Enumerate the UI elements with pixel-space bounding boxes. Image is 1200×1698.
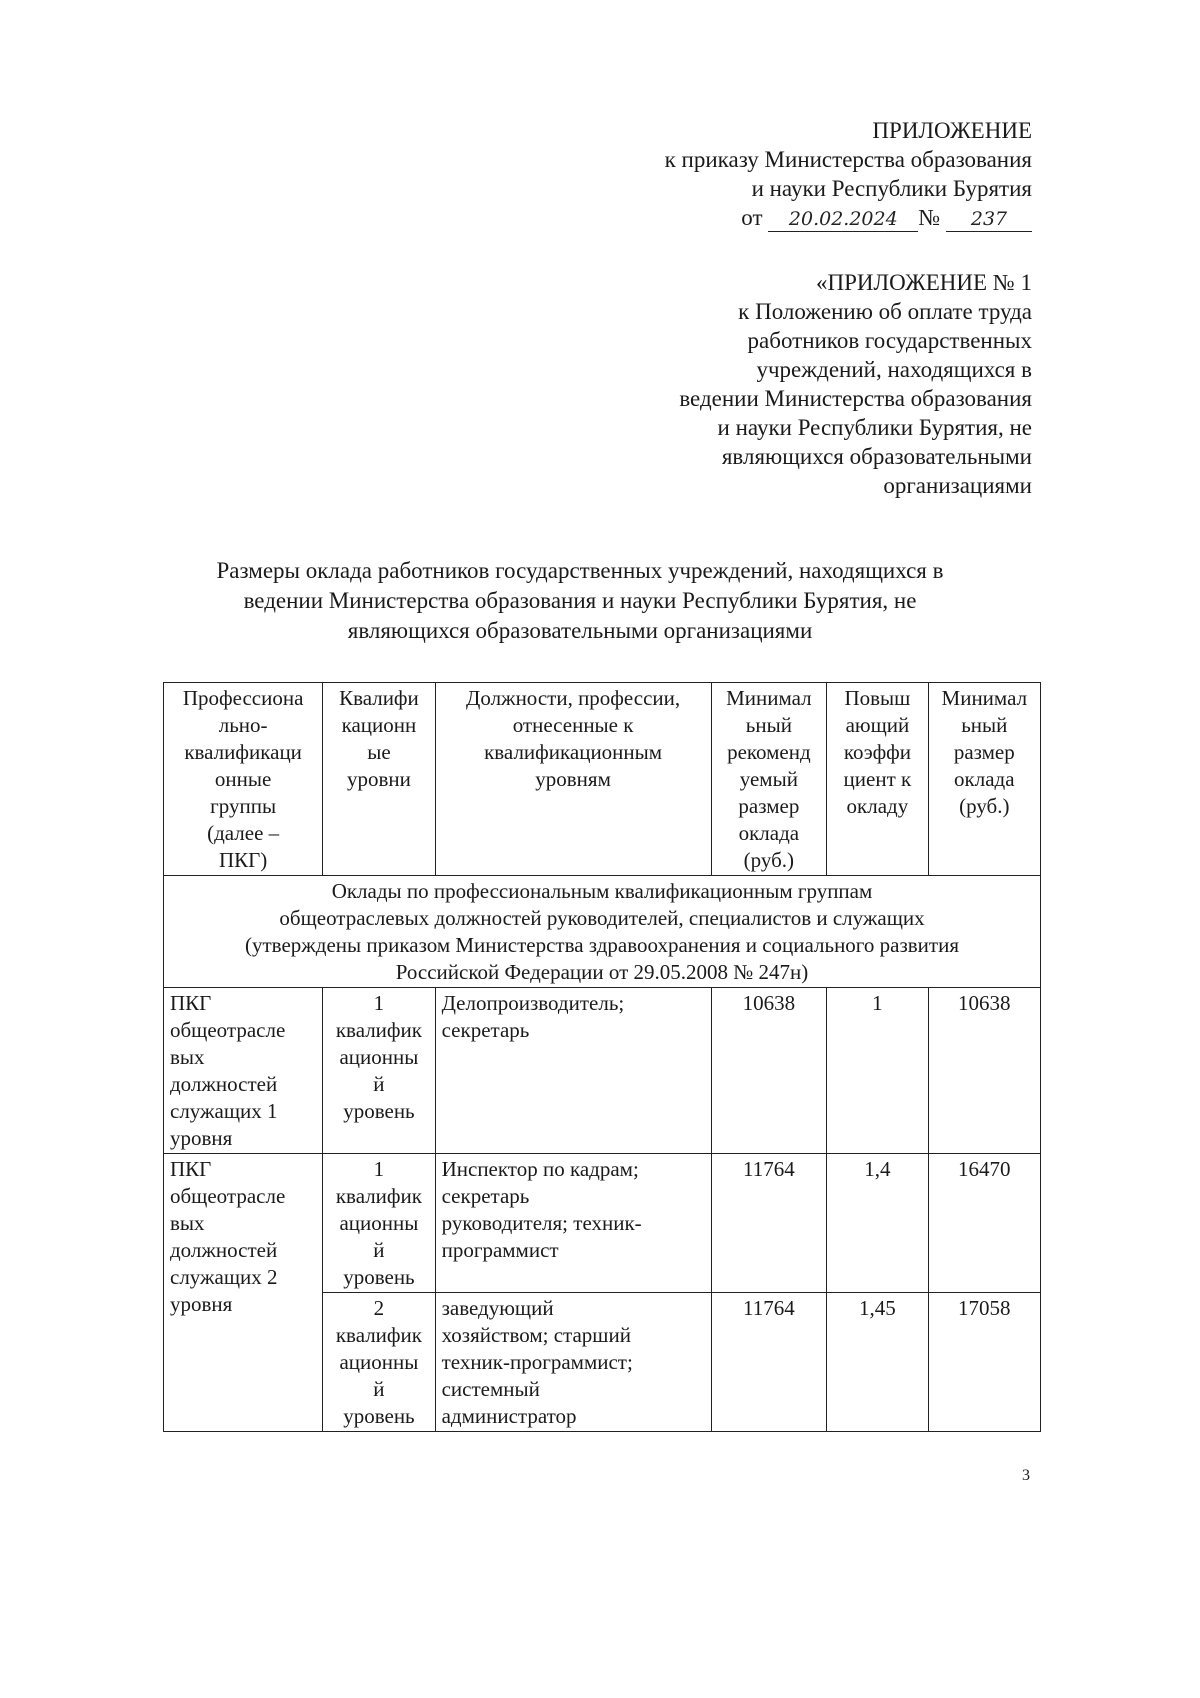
header-coefficient-line: окладу xyxy=(846,794,909,818)
header-group-line: квалификаци xyxy=(184,740,302,764)
positions-line: Инспектор по кадрам; xyxy=(441,1157,639,1181)
group-name-line: вых xyxy=(170,1045,205,1069)
header-group-line: льно- xyxy=(218,713,268,737)
section-heading-line: Российской Федерации от 29.05.2008 № 247н) xyxy=(395,960,809,984)
page-number: 3 xyxy=(1022,1467,1030,1484)
number-sign: № xyxy=(918,205,941,230)
positions-line: администратор xyxy=(441,1404,577,1428)
level-line: 2 xyxy=(373,1296,385,1320)
positions-cell xyxy=(435,988,711,1154)
document-title xyxy=(150,556,1010,646)
group-name-line: ПКГ xyxy=(170,1157,212,1181)
coefficient-cell: 1,45 xyxy=(827,1293,928,1432)
header-min-recommended-line: Минимал xyxy=(726,686,812,710)
header-group-line: ПКГ) xyxy=(218,848,268,872)
level-line: уровень xyxy=(343,1099,415,1123)
positions-cell xyxy=(435,1154,711,1293)
group-name-line: ПКГ xyxy=(170,991,212,1015)
title-line: являющихся образовательными организациями xyxy=(347,618,813,643)
order-date-line xyxy=(472,203,1032,232)
regulation-header-line: ведении Министерства образования xyxy=(679,386,1032,411)
min-salary-cell: 17058 xyxy=(928,1293,1040,1432)
table-row xyxy=(164,988,1041,1154)
level-line: уровень xyxy=(343,1404,415,1428)
title-line: ведении Министерства образования и науки Республики Бурятия, не xyxy=(243,588,917,613)
group-name-line: общеотрасле xyxy=(170,1184,286,1208)
level-line: ационны xyxy=(339,1045,419,1069)
min-recommended-cell: 10638 xyxy=(711,988,827,1154)
group-name-line: должностей xyxy=(170,1072,278,1096)
positions-cell xyxy=(435,1293,711,1432)
level-line: 1 xyxy=(373,1157,385,1181)
group-name-line: служащих 2 xyxy=(170,1265,278,1289)
positions-line: секретарь xyxy=(441,1184,530,1208)
regulation-header-line: работников государственных xyxy=(747,328,1032,353)
header-group-line: (далее – xyxy=(207,821,280,845)
section-heading-line: Оклады по профессиональным квалификационным группам xyxy=(331,879,873,903)
handwritten-number: 237 xyxy=(946,207,1032,232)
table-row xyxy=(164,1154,1041,1293)
level-line: квалифик xyxy=(335,1184,422,1208)
header-level-line: Квалифи xyxy=(339,686,419,710)
regulation-header-line: и науки Республики Бурятия, не xyxy=(717,415,1032,440)
header-min-salary-line: Минимал xyxy=(941,686,1028,710)
level-line: ационны xyxy=(339,1211,419,1235)
positions-line: хозяйством; старший xyxy=(441,1323,631,1347)
min-salary-cell: 10638 xyxy=(928,988,1040,1154)
header-min-recommended xyxy=(711,683,827,876)
table-header-row xyxy=(164,683,1041,876)
positions-line: системный xyxy=(441,1377,540,1401)
header-min-recommended-line: (руб.) xyxy=(743,848,795,872)
header-coefficient-line: коэффи xyxy=(843,740,911,764)
appendix-title: ПРИЛОЖЕНИЕ xyxy=(872,118,1032,143)
group-name-line: вых xyxy=(170,1211,205,1235)
header-level-line: кационн xyxy=(341,713,417,737)
header-min-salary-line: размер xyxy=(953,740,1015,764)
header-min-recommended-line: оклада xyxy=(738,821,800,845)
section-heading xyxy=(164,876,1041,988)
regulation-appendix-header xyxy=(512,268,1032,500)
positions-line: техник-программист; xyxy=(441,1350,633,1374)
regulation-header-line: к Положению об оплате труда xyxy=(738,299,1032,324)
coefficient-cell: 1,4 xyxy=(827,1154,928,1293)
header-min-recommended-line: размер xyxy=(738,794,800,818)
header-group-line: группы xyxy=(210,794,277,818)
coefficient-cell: 1 xyxy=(827,988,928,1154)
group-name-cell xyxy=(164,1154,323,1432)
header-positions-line: уровням xyxy=(535,767,611,791)
header-positions-line: квалификационным xyxy=(484,740,663,764)
level-line: квалифик xyxy=(335,1018,422,1042)
header-coefficient-line: Повыш xyxy=(844,686,911,710)
header-positions-line: отнесенные к xyxy=(512,713,634,737)
level-line: 1 xyxy=(373,991,385,1015)
header-coefficient xyxy=(827,683,928,876)
level-line: квалифик xyxy=(335,1323,422,1347)
positions-line: Делопроизводитель; xyxy=(441,991,625,1015)
title-line: Размеры оклада работников государственных учреждений, находящихся в xyxy=(216,558,944,583)
level-line: уровень xyxy=(343,1265,415,1289)
min-recommended-cell: 11764 xyxy=(711,1293,827,1432)
header-min-recommended-line: рекоменд xyxy=(727,740,811,764)
header-min-recommended-line: ьный xyxy=(745,713,792,737)
group-name-line: служащих 1 xyxy=(170,1099,278,1123)
salary-table xyxy=(163,682,1041,1432)
section-row xyxy=(164,876,1041,988)
header-group-line: онные xyxy=(214,767,272,791)
header-min-salary xyxy=(928,683,1040,876)
appendix-line-1: к приказу Министерства образования xyxy=(664,147,1032,172)
handwritten-date: 20.02.2024 xyxy=(768,207,918,232)
group-name-cell xyxy=(164,988,323,1154)
level-line: й xyxy=(373,1072,385,1096)
header-level-line: уровни xyxy=(346,767,411,791)
regulation-header-line: учреждений, находящихся в xyxy=(756,357,1032,382)
group-name-line: уровня xyxy=(170,1292,233,1316)
date-prefix: от xyxy=(741,205,763,230)
header-coefficient-line: ающий xyxy=(845,713,910,737)
appendix-line-2: и науки Республики Бурятия xyxy=(751,176,1032,201)
header-coefficient-line: циент к xyxy=(843,767,912,791)
level-cell xyxy=(323,988,435,1154)
section-heading-line: общеотраслевых должностей руководителей, специалистов и служащих xyxy=(279,906,925,930)
header-level xyxy=(323,683,435,876)
level-cell xyxy=(323,1154,435,1293)
header-min-recommended-line: уемый xyxy=(739,767,798,791)
header-group-line: Профессиона xyxy=(182,686,304,710)
header-min-salary-line: (руб.) xyxy=(959,794,1010,818)
regulation-header-line: организациями xyxy=(883,473,1032,498)
positions-line: руководителя; техник- xyxy=(441,1211,642,1235)
level-line: й xyxy=(373,1377,385,1401)
header-min-salary-line: оклада xyxy=(954,767,1015,791)
level-line: ационны xyxy=(339,1350,419,1374)
section-heading-line: (утверждены приказом Министерства здравоохранения и социального развития xyxy=(244,933,959,957)
min-recommended-cell: 11764 xyxy=(711,1154,827,1293)
positions-line: заведующий xyxy=(441,1296,554,1320)
appendix-header xyxy=(472,116,1032,232)
header-min-salary-line: ьный xyxy=(961,713,1008,737)
level-line: й xyxy=(373,1238,385,1262)
positions-line: программист xyxy=(441,1238,559,1262)
group-name-line: уровня xyxy=(170,1126,233,1150)
regulation-header-line: являющихся образовательными xyxy=(721,444,1032,469)
group-name-line: общеотрасле xyxy=(170,1018,286,1042)
header-positions xyxy=(435,683,711,876)
positions-line: секретарь xyxy=(441,1018,530,1042)
level-cell xyxy=(323,1293,435,1432)
group-name-line: должностей xyxy=(170,1238,278,1262)
header-level-line: ые xyxy=(367,740,391,764)
min-salary-cell: 16470 xyxy=(928,1154,1040,1293)
header-group xyxy=(164,683,323,876)
header-positions-line: Должности, профессии, xyxy=(466,686,681,710)
regulation-header-line: «ПРИЛОЖЕНИЕ № 1 xyxy=(815,270,1032,295)
